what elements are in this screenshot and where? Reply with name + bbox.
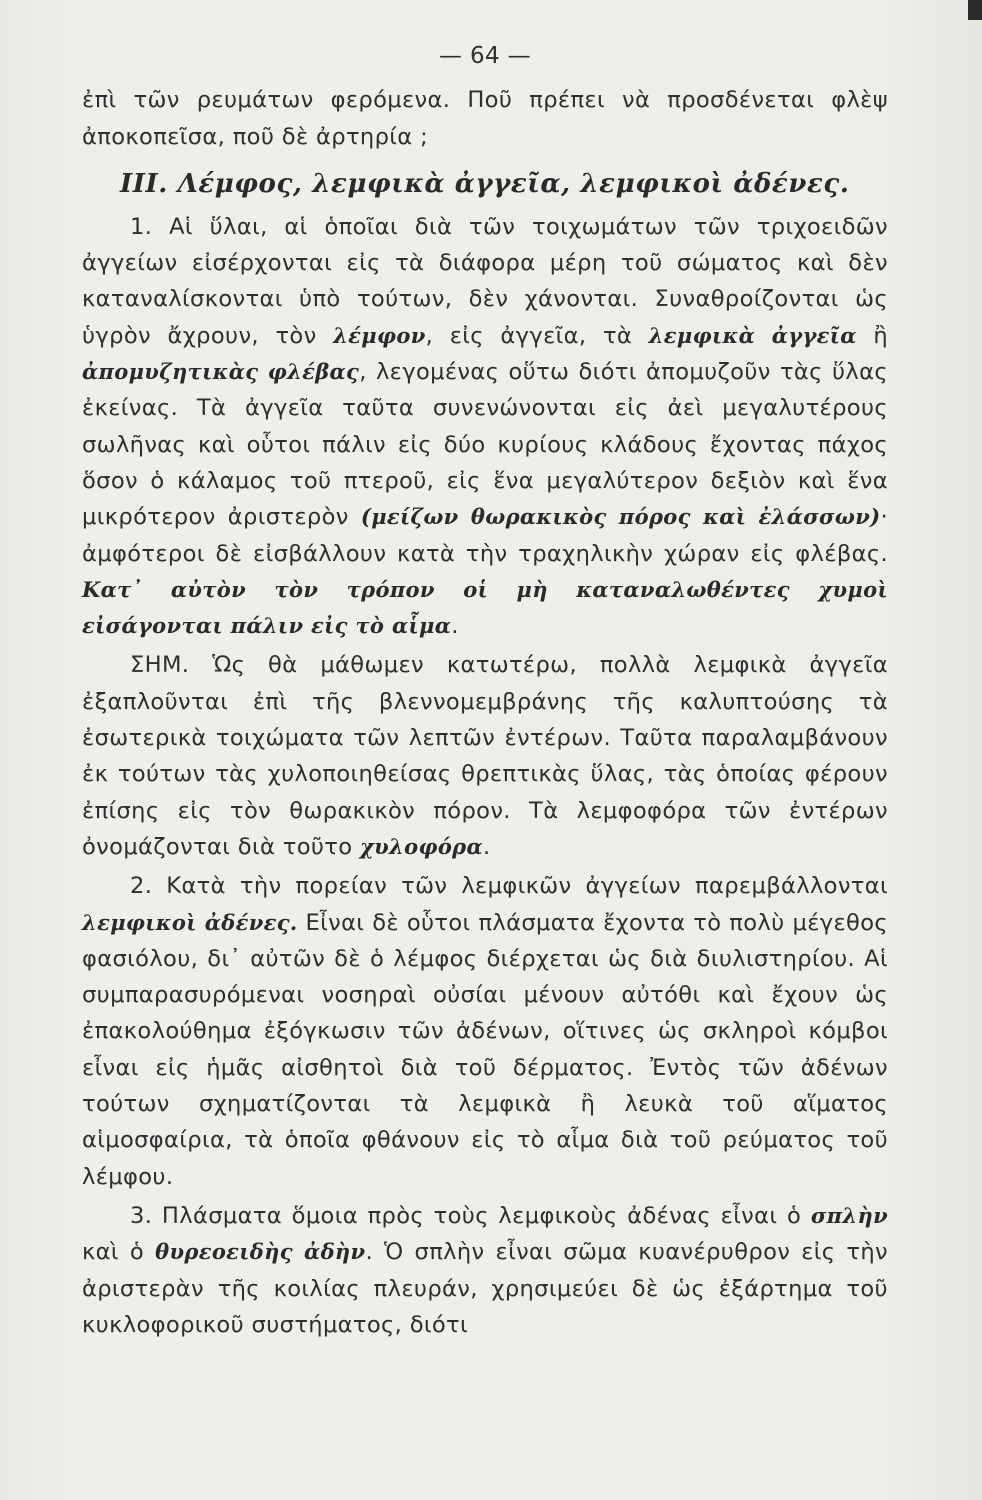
p1-text-e: ἢ — [856, 322, 889, 349]
section-heading: III. Λέμφος, λεμφικὰ ἀγγεῖα, λεμφικοὶ ἀδένες. — [120, 168, 850, 199]
term-apomyzitikes-flebes: ἀπομυζητικὰς φλέβας — [82, 359, 360, 385]
paragraph-3 — [82, 1198, 888, 1343]
p3-text-a: 3. Πλάσματα ὅμοια πρὸς τοὺς λεμφικοὺς ἀδένας εἶναι ὁ — [130, 1202, 811, 1229]
term-lemfikoi-adenes: λεμφικοὶ ἀδένες. — [82, 909, 298, 935]
paragraph-continued: ἐπὶ τῶν ρευμάτων φερόμενα. Ποῦ πρέπει νὰ προσδένεται φλὲψ ἀποκοπεῖσα, ποῦ δὲ ἀρτηρία ; — [82, 87, 888, 150]
note-text-a: ΣΗΜ. Ὡς θὰ μάθωμεν κατωτέρω, πολλὰ λεμφικὰ ἀγγεῖα ἐξαπλοῦνται ἐπὶ τῆς βλεννομεμβράνης τῆς καλυπτούσης τὰ ἐσωτερικὰ τοιχώματα τῶν λεπτῶν ἐντέρων. Ταῦτα παραλαμβάνουν ἐκ τούτων τὰς χυλοποιηθείσας θρεπτικὰς ὕλας, τὰς ὁποίας φέρουν ἐπίσης εἰς τὸν θωρακικὸν πόρον. Τὰ λεμφοφόρα τῶν ἐντέρων ὀνομάζονται διὰ τοῦτο — [82, 652, 888, 860]
p3-text-c: καὶ ὁ — [82, 1239, 156, 1266]
note-text-c: . — [483, 833, 491, 860]
note-paragraph — [82, 647, 888, 865]
p2-text-c: Εἶναι δὲ οὗτοι πλάσματα ἔχοντα τὸ πολὺ μέγεθος φασιόλου, δι᾽ αὐτῶν δὲ ὁ λέμφος διέρχεται ὡς διὰ διυλιστηρίου. Αἱ συμπαρασυρόμεναι νοσηραὶ οὐσίαι μένουν αὐτόθι καὶ ἔχουν ὡς ἐπακολούθημα ἐξόγκωσιν τῶν ἀδένων, οἵτινες ὡς σκληροὶ κόμβοι εἶναι εἰς ἡμᾶς αἰσθητοὶ διὰ τοῦ δέρματος. Ἐντὸς τῶν ἀδένων τούτων σχηματίζονται τὰ λεμφικὰ ἢ λευκὰ τοῦ αἵματος αἱμοσφαίρια, τὰ ὁποῖα φθάνουν εἰς τὸ αἷμα διὰ τοῦ ρεύματος τοῦ λέμφου. — [82, 909, 888, 1190]
term-splin: σπλὴν — [810, 1202, 888, 1228]
p1-text-g: , λεγομένας οὕτω διότι ἀπομυζοῦν τὰς ὕλας ἐκείνας. Τὰ ἀγγεῖα ταῦτα συνενώνονται εἰς ἀεὶ μεγαλυτέρους σωλῆνας καὶ οὗτοι πάλιν εἰς δύο κυρίους κλάδους ἔχοντας πάχος ὅσον ὁ κάλαμος τοῦ πτεροῦ, εἰς ἕνα μεγαλύτερον δεξιὸν καὶ ἕνα μικρότερον ἀριστερὸν — [82, 359, 888, 531]
term-lemfos: λέμφον — [333, 322, 426, 348]
p1-text-i: · ἀμφότεροι δὲ εἰσβάλλουν κατὰ τὴν τραχηλικὴν χώραν εἰς φλέβας. — [82, 504, 888, 567]
term-chylofora: χυλοφόρα — [359, 833, 484, 859]
term-thorakikos-poros: (μείζων θωρακικὸς πόρος καὶ ἐλάσσων) — [360, 504, 881, 530]
p2-text-a: 2. Κατὰ τὴν πορείαν τῶν λεμφικῶν ἀγγείων παρεμβάλλονται — [130, 873, 888, 900]
emphasis-sentence: Κατ᾽ αὐτὸν τὸν τρόπον οἱ μὴ καταναλωθέντες χυμοὶ εἰσάγονται πάλιν εἰς τὸ αἷμα — [82, 576, 888, 639]
p1-text-k: . — [451, 613, 459, 640]
paragraph-1 — [82, 209, 888, 645]
paragraph-2 — [82, 868, 888, 1195]
term-lemfika-aggeia: λεμφικὰ ἀγγεῖα — [648, 322, 857, 348]
p3-text-e: . Ὁ σπλὴν εἶναι σῶμα κυανέρυθρον εἰς τὴν ἀριστερὰν τῆς κοιλίας πλευράν, χρησιμεύει δὲ ὡς ἐξάρτημα τοῦ κυκλοφορικοῦ συστήματος, διότι — [82, 1239, 888, 1338]
p1-text-a: 1. Αἱ ὕλαι, αἱ ὁποῖαι διὰ τῶν τοιχωμάτων τῶν τριχοειδῶν ἀγγείων εἰσέρχονται εἰς τὰ διάφορα μέρη τοῦ σώματος καὶ δὲν καταναλίσκονται ὑπὸ τούτων, δὲν χάνονται. Συναθροίζονται ὡς ὑγρὸν ἄχρουν, τὸν — [82, 213, 888, 349]
term-thyreoeidis-adin: θυρεοειδὴς ἀδὴν — [155, 1239, 366, 1265]
page-text — [82, 38, 888, 1343]
binding-mark — [968, 0, 982, 20]
p1-text-c: , εἰς ἀγγεῖα, τὰ — [425, 322, 649, 349]
page-number: — 64 — — [439, 43, 531, 69]
